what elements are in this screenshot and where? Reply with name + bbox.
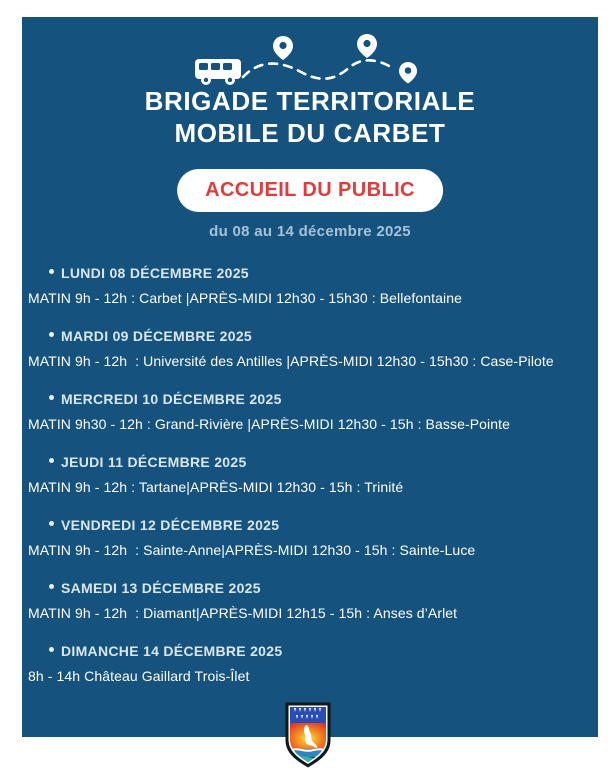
schedule-day: VENDREDI 12 DÉCEMBRE 2025 [61, 517, 280, 533]
map-pin-icon [273, 36, 293, 60]
map-pin-icon [357, 34, 377, 58]
le-carbet-crest-icon [284, 701, 332, 769]
bullet-dot-icon [49, 584, 54, 589]
schedule-day: SAMEDI 13 DÉCEMBRE 2025 [61, 580, 261, 596]
bullet-dot-icon [49, 521, 54, 526]
bullet-dot-icon [49, 458, 54, 463]
schedule-item-saturday [28, 578, 592, 623]
date-range-subtitle: du 08 au 14 décembre 2025 [209, 223, 411, 240]
map-pin-icon [399, 62, 417, 84]
route-dashed-line [243, 60, 394, 78]
poster-title [22, 85, 598, 149]
bus-icon [195, 59, 241, 85]
bullet-dot-icon [49, 332, 54, 337]
schedule-detail: MATIN 9h - 12h : Tartane|APRÈS-MIDI 12h30 - 15h : Trinité [28, 479, 404, 495]
schedule-item-tuesday [28, 326, 592, 371]
bullet-dot-icon [49, 269, 54, 274]
schedule-day: MARDI 09 DÉCEMBRE 2025 [61, 328, 252, 344]
schedule-list [28, 263, 592, 686]
schedule-item-sunday [28, 641, 592, 686]
schedule-item-wednesday [28, 389, 592, 434]
schedule-day: LUNDI 08 DÉCEMBRE 2025 [61, 265, 249, 281]
bullet-dot-icon [49, 395, 54, 400]
schedule-item-thursday [28, 452, 592, 497]
schedule-day: JEUDI 11 DÉCEMBRE 2025 [61, 454, 247, 470]
bullet-dot-icon [49, 647, 54, 652]
title-line-1: BRIGADE TERRITORIALE [144, 86, 476, 116]
schedule-detail: MATIN 9h - 12h : Sainte-Anne|APRÈS-MIDI 12h30 - 15h : Sainte-Luce [28, 542, 476, 558]
schedule-detail: MATIN 9h30 - 12h : Grand-Rivière |APRÈS-MIDI 12h30 - 15h : Basse-Pointe [28, 416, 511, 432]
schedule-day: DIMANCHE 14 DÉCEMBRE 2025 [61, 643, 283, 659]
poster-panel [22, 17, 598, 737]
public-welcome-badge: ACCUEIL DU PUBLIC [177, 169, 443, 212]
schedule-day: MERCREDI 10 DÉCEMBRE 2025 [61, 391, 282, 407]
schedule-item-friday [28, 515, 592, 560]
schedule-detail: MATIN 9h - 12h : Carbet |APRÈS-MIDI 12h30 - 15h30 : Bellefontaine [28, 290, 462, 306]
schedule-item-monday [28, 263, 592, 308]
title-line-2: MOBILE DU CARBET [174, 118, 446, 148]
schedule-detail: MATIN 9h - 12h : Diamant|APRÈS-MIDI 12h15 - 15h : Anses d’Arlet [28, 605, 458, 621]
schedule-detail: MATIN 9h - 12h : Université des Antilles |APRÈS-MIDI 12h30 - 15h30 : Case-Pilote [28, 353, 554, 369]
schedule-detail: 8h - 14h Château Gaillard Trois-Îlet [28, 668, 250, 684]
